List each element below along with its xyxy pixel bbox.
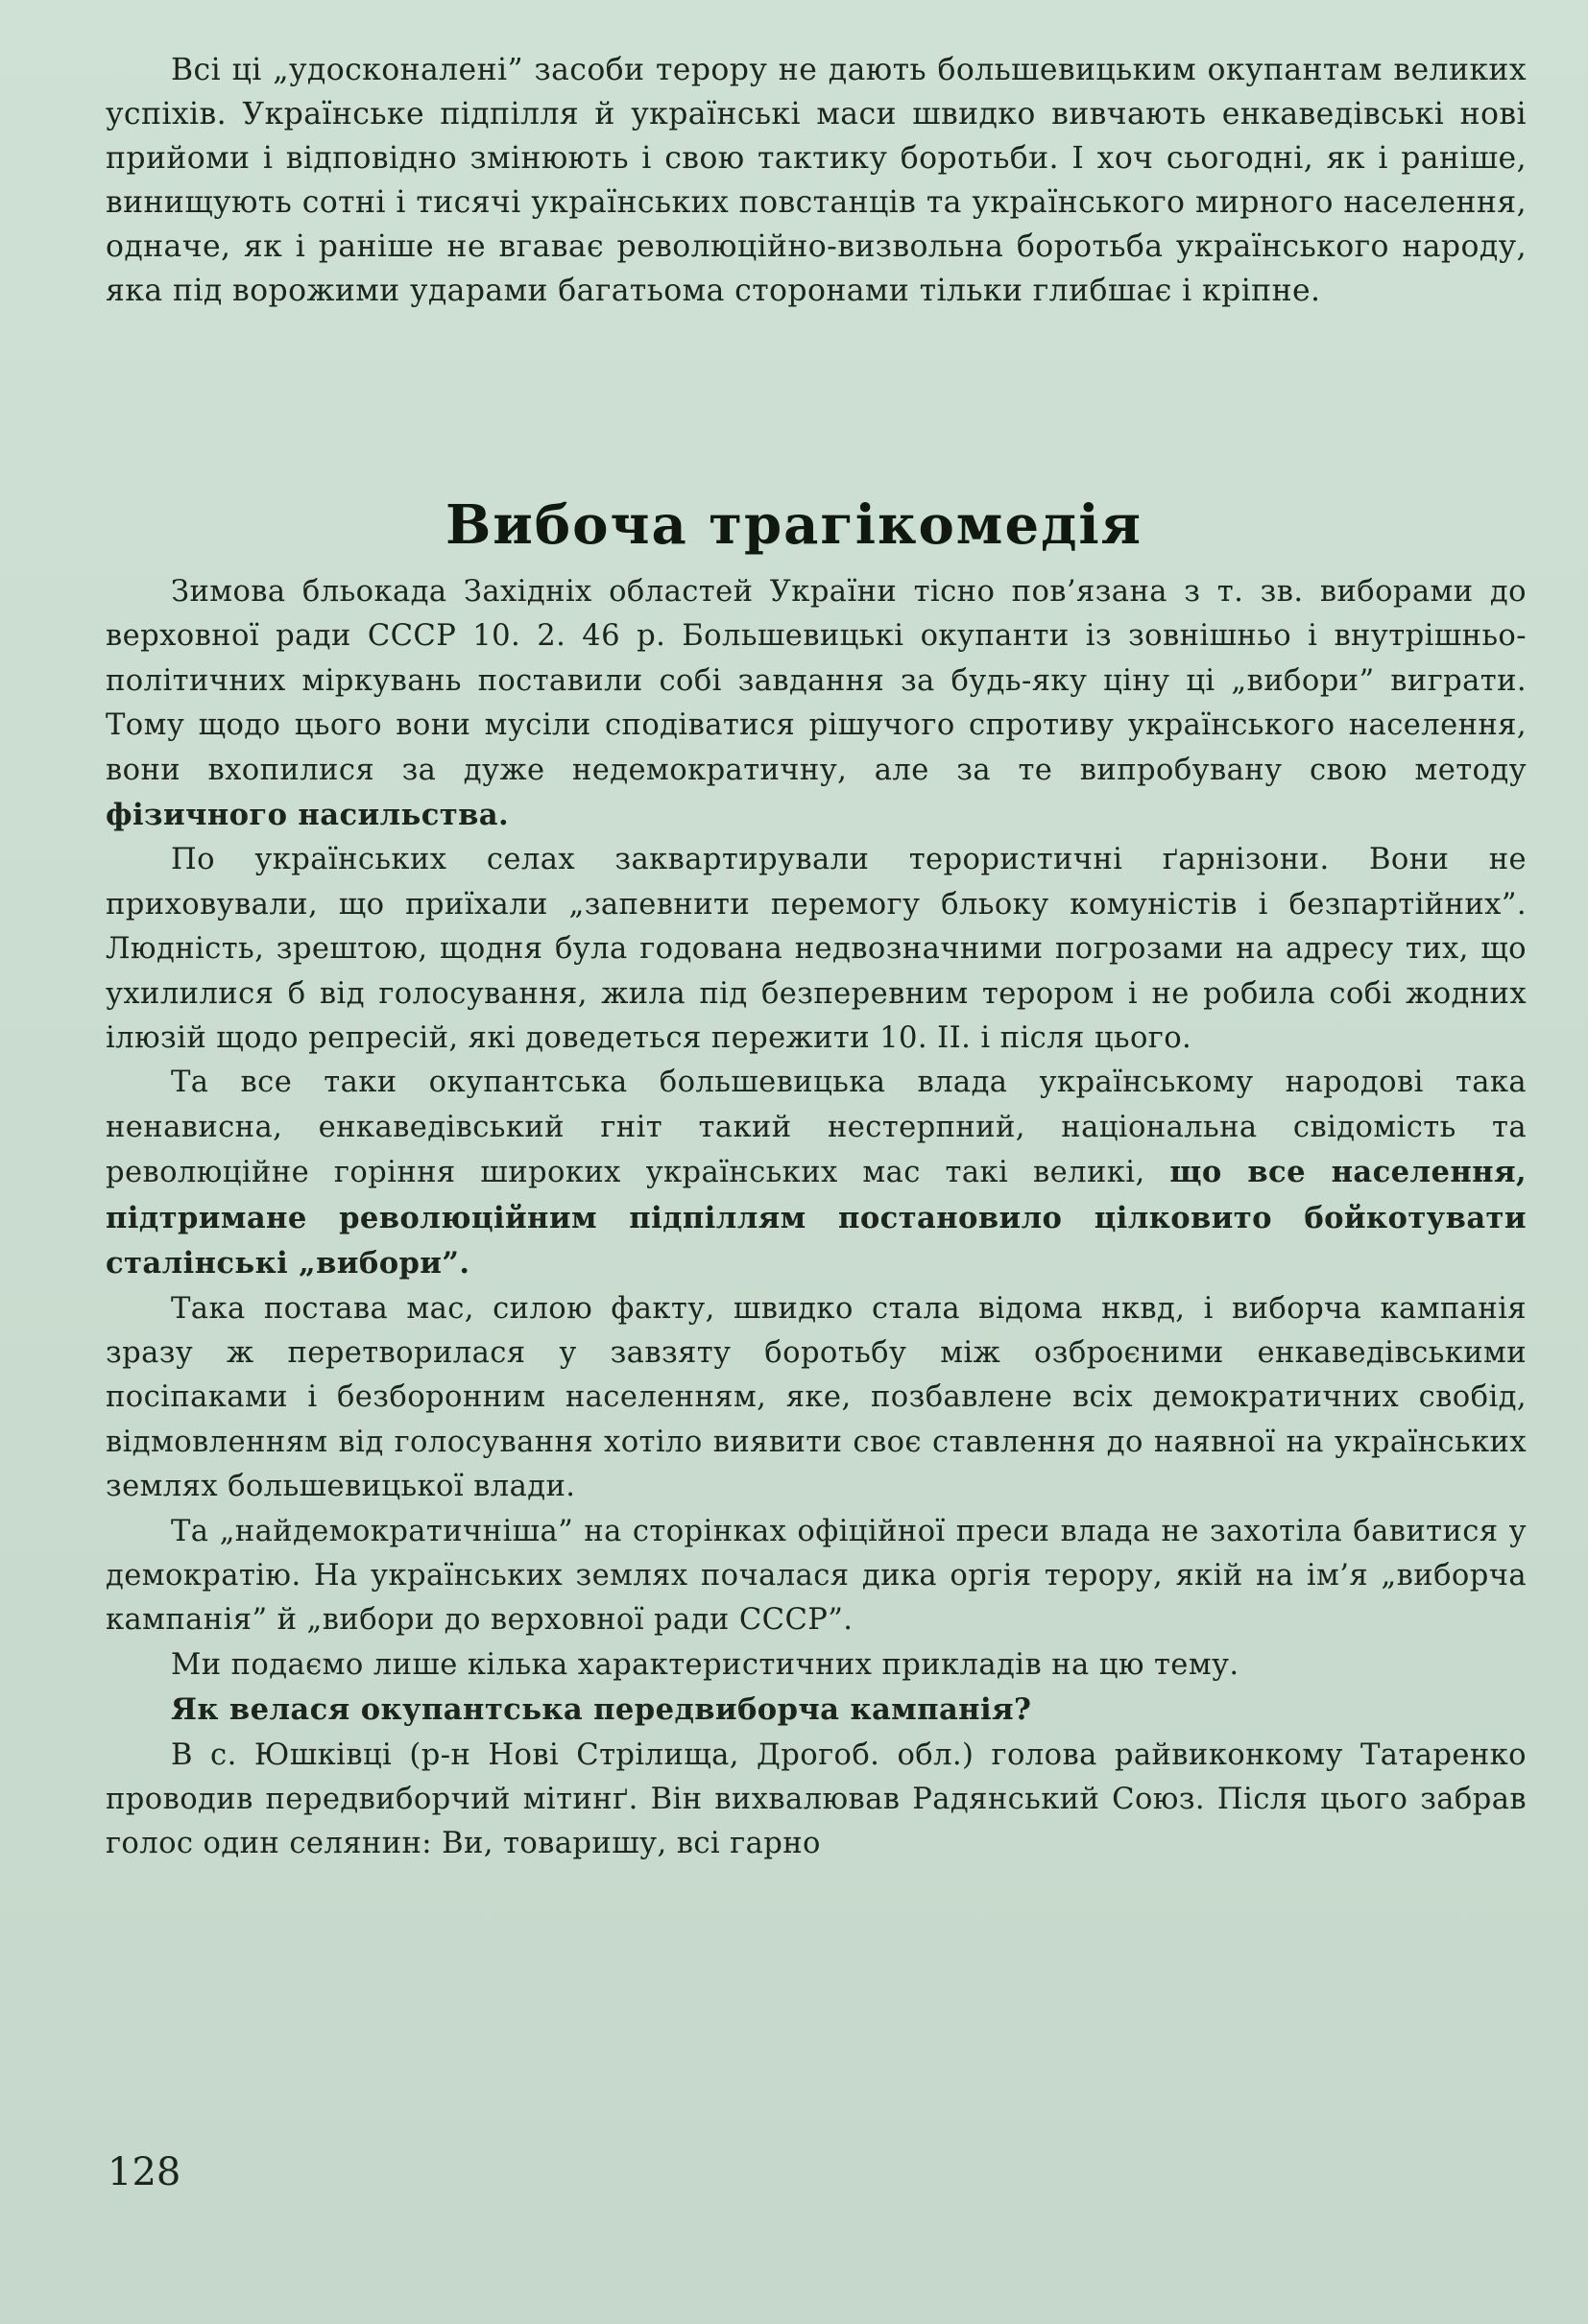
page-number: 128 bbox=[108, 2150, 181, 2194]
paragraph-1 bbox=[106, 570, 1527, 838]
paragraph-6-text: Ми подаємо лише кілька характеристичних прикладів на цю тему. bbox=[171, 1647, 1239, 1682]
paragraph-7 bbox=[106, 1688, 1527, 1733]
section-heading: Вибоча трагікомедія bbox=[445, 493, 1143, 557]
paragraph-7-bold: Як велася окупантська передвиборча кампанія? bbox=[171, 1692, 1032, 1728]
paragraph-3-text: Та все таки окупантська большевицька влада українському народові така ненависна, енкаведівський гніт такий нестерпний, національна свідомість та революційне горіння широких українських мас такі великі, bbox=[106, 1066, 1527, 1190]
paragraph-6 bbox=[106, 1643, 1527, 1688]
paragraph-8-text: В с. Юшківці (р-н Нові Стрілища, Дрогоб. обл.) голова райвиконкому Татаренко проводив передвиборчий мітинґ. Він вихвалював Радянський Союз. Після цього забрав голос один селянин: Ви, товаришу, всі гарно bbox=[106, 1737, 1527, 1861]
paragraph-2 bbox=[106, 838, 1527, 1061]
paragraph-5 bbox=[106, 1510, 1527, 1643]
paragraph-4-text: Така постава мас, силою факту, швидко стала відома нквд, і виборча кампанія зразу ж перетворилася у завзяту боротьбу між озброєними енкаведівськими посіпаками і безборонним населенням, яке, позбавлене всіх демократичних свобід, відмовленням від голосування хотіло виявити своє ставлення до наявної на українських землях большевицької влади. bbox=[106, 1291, 1527, 1504]
top-paragraph: Всі ці „удосконалені” засоби терору не дають большевицьким окупантам великих успіхів. Українське підпілля й українські маси швидко вивчають енкаведівські нові прийоми і відповідно змінюють і свою тактику боротьби. І хоч сьогодні, як і раніше, винищують сотні і тисячі українських повстанців та українського мирного населення, одначе, як і раніше не вгаває революційно-визвольна боротьба українського народу, яка під ворожими ударами багатьома сторонами тільки глибшає і кріпне. bbox=[106, 53, 1527, 308]
paragraph-4 bbox=[106, 1287, 1527, 1510]
paragraph-3 bbox=[106, 1061, 1527, 1286]
paragraph-8 bbox=[106, 1734, 1527, 1867]
top-text-block bbox=[106, 48, 1527, 313]
paragraph-5-text: Та „найдемократичніша” на сторінках офіційної преси влада не захотіла бавитися у демократію. На українських землях почалася дика оргія терору, якій на ім’я „виборча кампанія” й „вибори до верховної ради СССР”. bbox=[106, 1514, 1527, 1638]
paragraph-3-bold: що все населення, підтримане революційним підпіллям постановило цілковито бойкотувати сталінські „вибори”. bbox=[106, 1155, 1528, 1282]
main-text-block bbox=[106, 570, 1527, 1867]
paragraph-1-bold: фізичного насильства. bbox=[106, 798, 510, 833]
paragraph-1-text: Зимова бльокада Західніх областей України тісно пов’язана з т. зв. виборами до верховної ради СССР 10. 2. 46 р. Большевицькі окупанти із зовнішньо і внутрішньо-політичних міркувань поставили собі завдання за будь-яку ціну ці „вибори” виграти. Тому щодо цього вони мусіли сподіватися рішучого спротиву українського населення, вони вхопилися за дуже недемократичну, але за те випробувану свою методу bbox=[106, 575, 1527, 787]
paragraph-2-text: По українських селах заквартирували терористичні ґарнізони. Вони не приховували, що приїхали „запевнити перемогу бльоку комуністів і безпартійних”. Людність, зрештою, щодня була годована недвозначними погрозами на адресу тих, що ухилилися б від голосування, жила під безперевним терором і не робила собі жодних ілюзій щодо репресій, які доведеться пережити 10. ІІ. і після цього. bbox=[106, 843, 1527, 1056]
